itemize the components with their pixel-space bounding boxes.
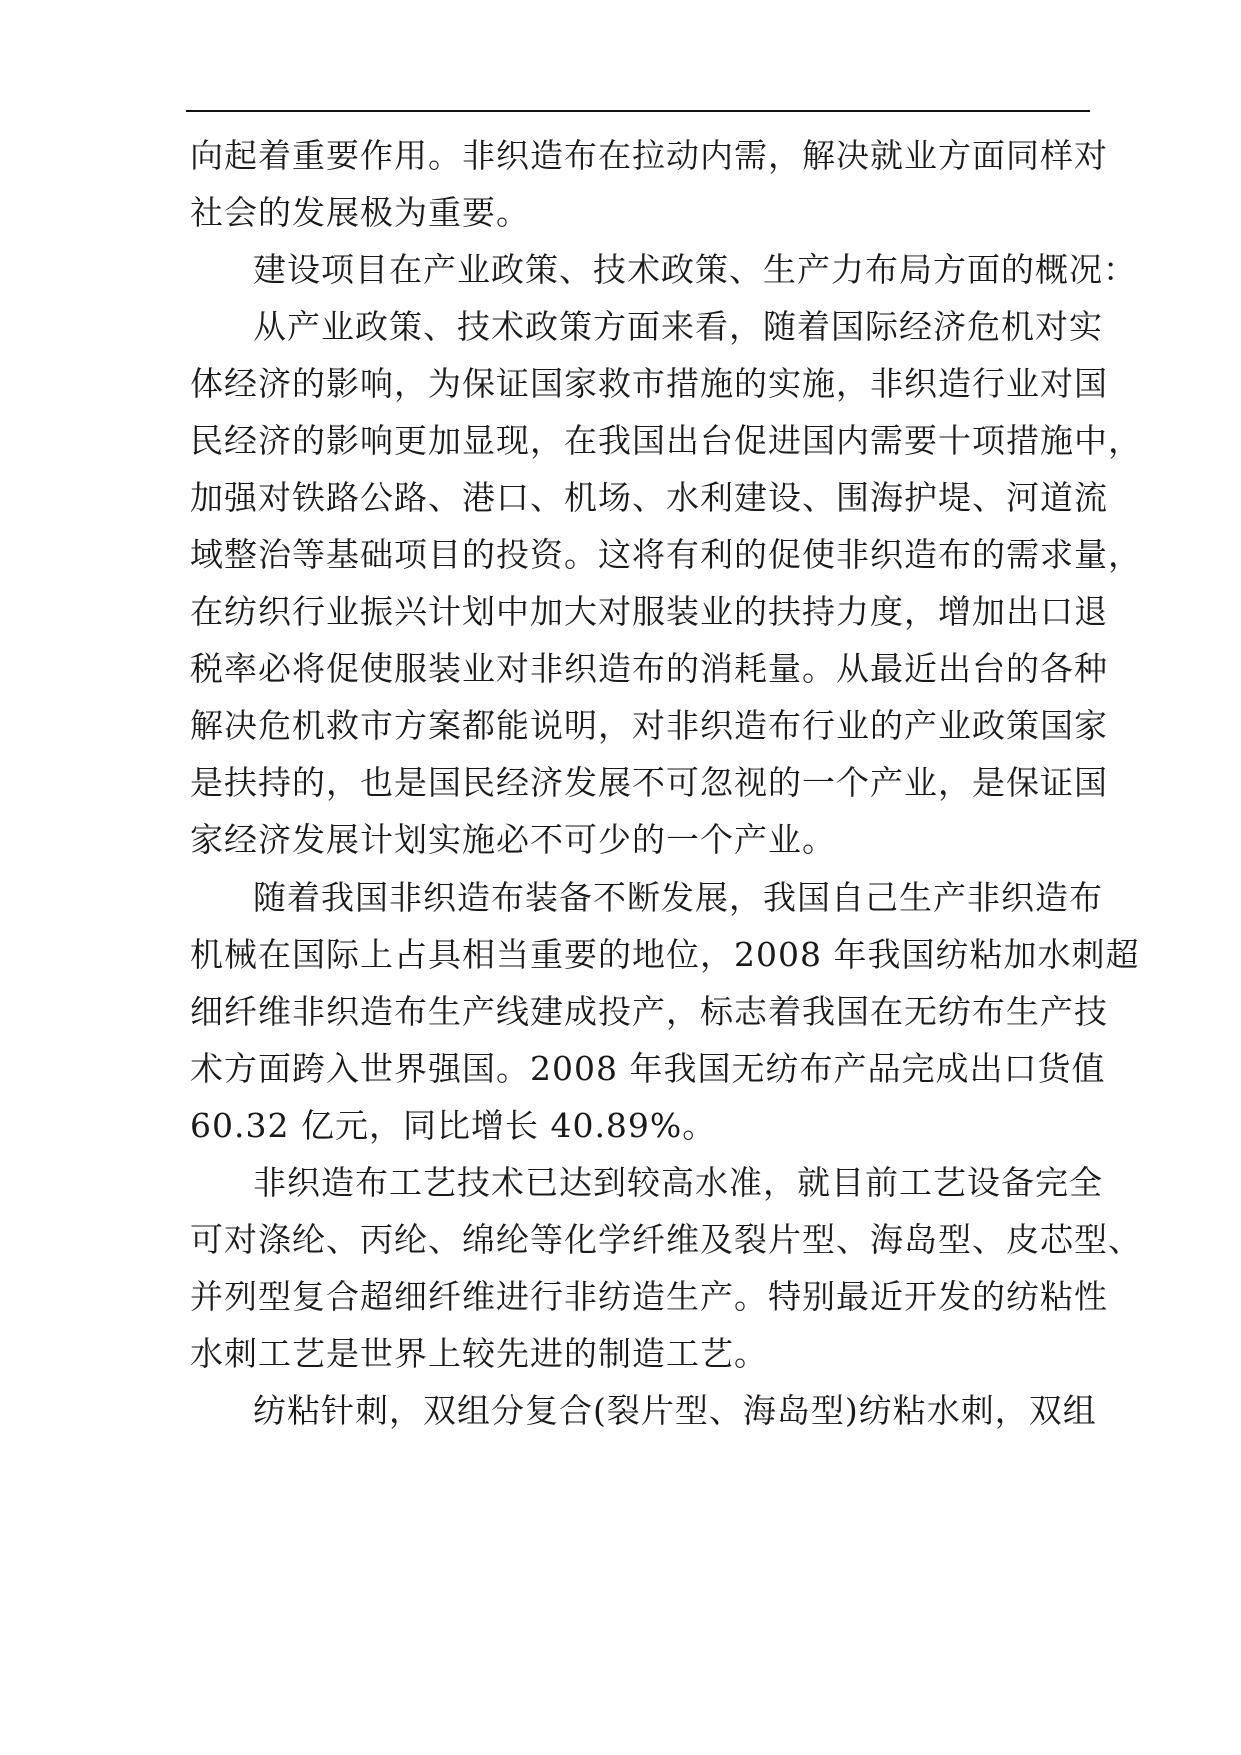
text-line: 域整治等基础项目的投资。这将有利的促使非织造布的需求量， [190, 535, 1142, 574]
text-line: 可对涤纶、丙纶、绵纶等化学纤维及裂片型、海岛型、皮芯型、 [190, 1220, 1142, 1259]
text-line: 建设项目在产业政策、技术政策、生产力布局方面的概况： [253, 250, 1137, 289]
text-line: 从产业政策、技术政策方面来看，随着国际经济危机对实 [253, 307, 1103, 346]
text-line: 并列型复合超细纤维进行非纺造生产。特别最近开发的纺粘性 [190, 1277, 1108, 1316]
text-line: 体经济的影响，为保证国家救市措施的实施，非织造行业对国 [190, 364, 1108, 403]
text-line: 税率必将促使服装业对非织造布的消耗量。从最近出台的各种 [190, 649, 1108, 688]
text-line: 社会的发展极为重要。 [190, 193, 530, 232]
text-line: 细纤维非织造布生产线建成投产，标志着我国在无纺布生产技 [190, 992, 1108, 1031]
text-line: 解决危机救市方案都能说明，对非织造布行业的产业政策国家 [190, 706, 1108, 745]
text-line: 机械在国际上占具相当重要的地位，2008 年我国纺粘加水刺超 [190, 935, 1140, 974]
text-line: 术方面跨入世界强国。2008 年我国无纺布产品完成出口货值 [190, 1049, 1106, 1088]
text-line: 家经济发展计划实施必不可少的一个产业。 [190, 820, 836, 859]
text-line: 是扶持的，也是国民经济发展不可忽视的一个产业，是保证国 [190, 763, 1108, 802]
text-line: 纺粘针刺，双组分复合(裂片型、海岛型)纺粘水刺，双组 [253, 1391, 1097, 1430]
text-line: 随着我国非织造布装备不断发展，我国自己生产非织造布 [253, 878, 1103, 917]
text-line: 加强对铁路公路、港口、机场、水利建设、围海护堤、河道流 [190, 478, 1108, 517]
text-line: 水刺工艺是世界上较先进的制造工艺。 [190, 1334, 768, 1373]
text-line: 向起着重要作用。非织造布在拉动内需，解决就业方面同样对 [190, 136, 1108, 175]
text-line: 民经济的影响更加显现，在我国出台促进国内需要十项措施中， [190, 421, 1142, 460]
text-line: 在纺织行业振兴计划中加大对服装业的扶持力度，增加出口退 [190, 592, 1108, 631]
text-line: 非织造布工艺技术已达到较高水准，就目前工艺设备完全 [253, 1163, 1103, 1202]
text-line: 60.32 亿元，同比增长 40.89%。 [190, 1106, 717, 1145]
header-rule [186, 110, 1090, 112]
